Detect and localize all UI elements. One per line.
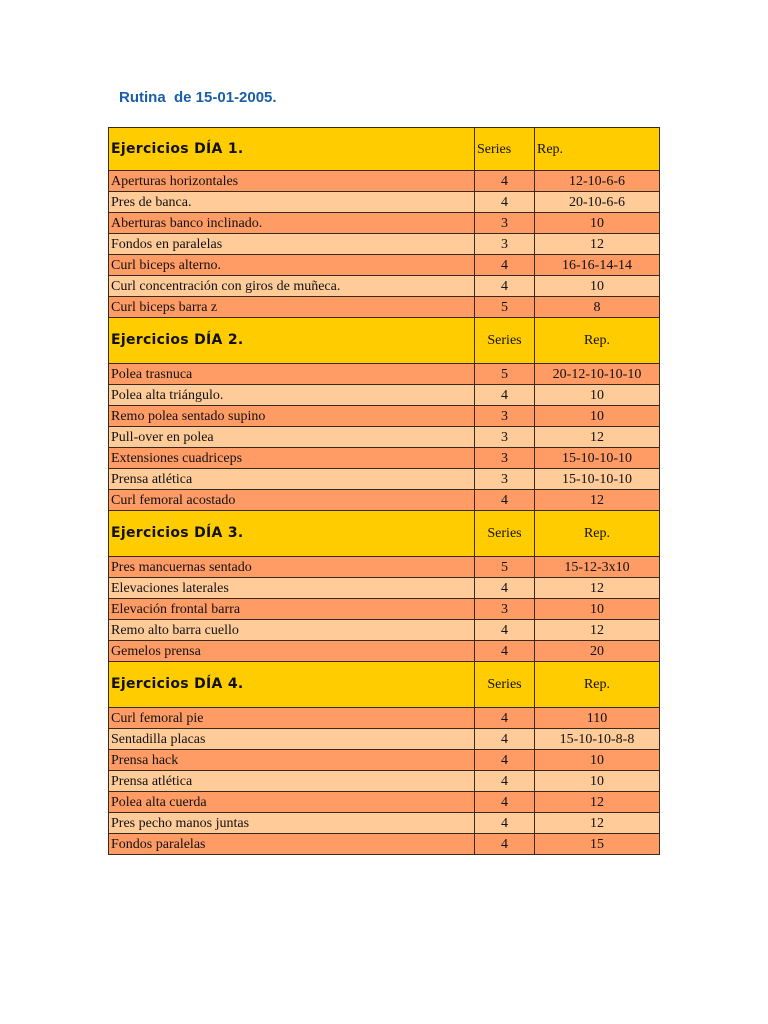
exercise-row — [109, 771, 660, 792]
exercise-name: Gemelos prensa — [109, 641, 475, 662]
exercise-name: Aperturas horizontales — [109, 171, 475, 192]
day-header-row — [109, 662, 660, 708]
exercise-row — [109, 234, 660, 255]
series-count: 4 — [475, 641, 535, 662]
exercise-row — [109, 834, 660, 855]
reps-value: 15 — [535, 834, 660, 855]
exercise-name: Fondos paralelas — [109, 834, 475, 855]
series-count: 5 — [475, 557, 535, 578]
series-count: 5 — [475, 297, 535, 318]
exercise-row — [109, 620, 660, 641]
series-count: 3 — [475, 427, 535, 448]
exercise-name: Fondos en paralelas — [109, 234, 475, 255]
day-heading: Ejercicios DÍA 2. — [109, 318, 475, 364]
exercise-row — [109, 427, 660, 448]
reps-value: 12 — [535, 234, 660, 255]
rep-column-header: Rep. — [535, 662, 660, 708]
exercise-row — [109, 364, 660, 385]
series-count: 4 — [475, 792, 535, 813]
exercise-name: Sentadilla placas — [109, 729, 475, 750]
routine-table — [108, 127, 660, 855]
reps-value: 10 — [535, 276, 660, 297]
reps-value: 12 — [535, 578, 660, 599]
series-count: 3 — [475, 406, 535, 427]
reps-value: 12 — [535, 490, 660, 511]
exercise-row — [109, 490, 660, 511]
exercise-row — [109, 192, 660, 213]
exercise-name: Prensa atlética — [109, 771, 475, 792]
exercise-row — [109, 750, 660, 771]
reps-value: 12 — [535, 620, 660, 641]
series-count: 4 — [475, 192, 535, 213]
exercise-name: Elevación frontal barra — [109, 599, 475, 620]
series-column-header: Series — [475, 318, 535, 364]
reps-value: 10 — [535, 599, 660, 620]
reps-value: 15-10-10-8-8 — [535, 729, 660, 750]
reps-value: 12 — [535, 792, 660, 813]
reps-value: 10 — [535, 385, 660, 406]
exercise-name: Remo alto barra cuello — [109, 620, 475, 641]
exercise-row — [109, 297, 660, 318]
reps-value: 10 — [535, 406, 660, 427]
series-count: 4 — [475, 729, 535, 750]
reps-value: 15-10-10-10 — [535, 469, 660, 490]
series-count: 4 — [475, 620, 535, 641]
exercise-row — [109, 641, 660, 662]
rep-column-header: Rep. — [535, 128, 660, 171]
exercise-row — [109, 729, 660, 750]
exercise-name: Curl femoral pie — [109, 708, 475, 729]
exercise-name: Curl femoral acostado — [109, 490, 475, 511]
exercise-row — [109, 813, 660, 834]
reps-value: 8 — [535, 297, 660, 318]
reps-value: 12-10-6-6 — [535, 171, 660, 192]
page-title: Rutina de 15-01-2005. — [119, 89, 277, 106]
exercise-row — [109, 792, 660, 813]
series-count: 4 — [475, 490, 535, 511]
exercise-row — [109, 557, 660, 578]
day-heading: Ejercicios DÍA 3. — [109, 511, 475, 557]
reps-value: 20 — [535, 641, 660, 662]
exercise-row — [109, 708, 660, 729]
exercise-name: Pull-over en polea — [109, 427, 475, 448]
reps-value: 12 — [535, 813, 660, 834]
exercise-name: Prensa atlética — [109, 469, 475, 490]
series-count: 4 — [475, 834, 535, 855]
reps-value: 10 — [535, 750, 660, 771]
exercise-name: Pres mancuernas sentado — [109, 557, 475, 578]
reps-value: 15-10-10-10 — [535, 448, 660, 469]
day-heading: Ejercicios DÍA 4. — [109, 662, 475, 708]
series-count: 3 — [475, 599, 535, 620]
exercise-name: Polea alta triángulo. — [109, 385, 475, 406]
exercise-name: Polea trasnuca — [109, 364, 475, 385]
series-count: 4 — [475, 750, 535, 771]
exercise-row — [109, 406, 660, 427]
exercise-row — [109, 599, 660, 620]
exercise-name: Curl biceps barra z — [109, 297, 475, 318]
series-count: 4 — [475, 255, 535, 276]
exercise-name: Elevaciones laterales — [109, 578, 475, 599]
series-count: 4 — [475, 276, 535, 297]
reps-value: 20-12-10-10-10 — [535, 364, 660, 385]
series-count: 3 — [475, 469, 535, 490]
exercise-name: Curl biceps alterno. — [109, 255, 475, 276]
series-column-header: Series — [475, 511, 535, 557]
series-count: 4 — [475, 578, 535, 599]
day-header-row — [109, 318, 660, 364]
reps-value: 16-16-14-14 — [535, 255, 660, 276]
exercise-row — [109, 385, 660, 406]
series-column-header: Series — [475, 128, 535, 171]
rep-column-header: Rep. — [535, 511, 660, 557]
reps-value: 20-10-6-6 — [535, 192, 660, 213]
exercise-name: Extensiones cuadriceps — [109, 448, 475, 469]
series-count: 5 — [475, 364, 535, 385]
rep-column-header: Rep. — [535, 318, 660, 364]
reps-value: 110 — [535, 708, 660, 729]
series-count: 3 — [475, 448, 535, 469]
series-count: 3 — [475, 213, 535, 234]
series-count: 3 — [475, 234, 535, 255]
series-column-header: Series — [475, 662, 535, 708]
exercise-row — [109, 276, 660, 297]
exercise-row — [109, 213, 660, 234]
day-header-row — [109, 128, 660, 171]
series-count: 4 — [475, 385, 535, 406]
exercise-name: Polea alta cuerda — [109, 792, 475, 813]
reps-value: 15-12-3x10 — [535, 557, 660, 578]
exercise-row — [109, 448, 660, 469]
reps-value: 10 — [535, 213, 660, 234]
reps-value: 10 — [535, 771, 660, 792]
series-count: 4 — [475, 708, 535, 729]
exercise-name: Pres de banca. — [109, 192, 475, 213]
day-heading: Ejercicios DÍA 1. — [109, 128, 475, 171]
exercise-row — [109, 255, 660, 276]
exercise-name: Curl concentración con giros de muñeca. — [109, 276, 475, 297]
exercise-name: Pres pecho manos juntas — [109, 813, 475, 834]
exercise-name: Aberturas banco inclinado. — [109, 213, 475, 234]
reps-value: 12 — [535, 427, 660, 448]
exercise-row — [109, 171, 660, 192]
exercise-row — [109, 578, 660, 599]
exercise-row — [109, 469, 660, 490]
day-header-row — [109, 511, 660, 557]
exercise-name: Remo polea sentado supino — [109, 406, 475, 427]
series-count: 4 — [475, 813, 535, 834]
exercise-name: Prensa hack — [109, 750, 475, 771]
series-count: 4 — [475, 771, 535, 792]
series-count: 4 — [475, 171, 535, 192]
routine-table-body — [109, 128, 660, 855]
